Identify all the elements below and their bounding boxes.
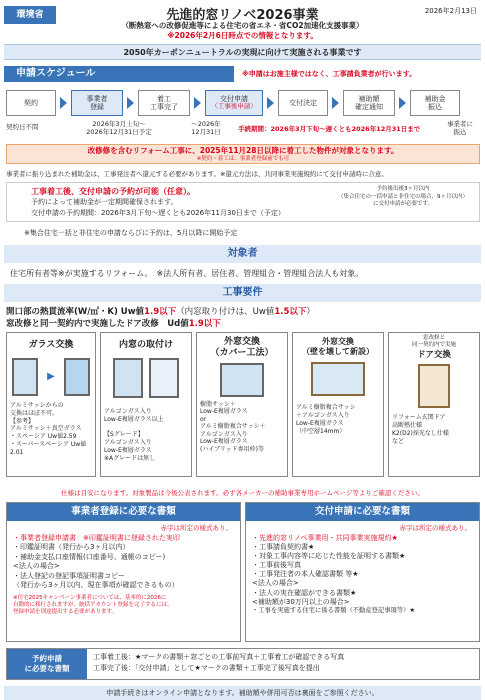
step-construction: 着工 工事完了 [138, 90, 190, 116]
target-text: 住宅所有者等※が実施するリフォーム。 ※法人所有者、居住者、管理組合・管理組合法人も対象。 [10, 269, 364, 278]
info-date-note: ※2026年2月6日時点での情報となります。 [167, 31, 318, 40]
registration-date-note: 2026年3月上旬～ 2026年12月31日予定 [86, 120, 152, 137]
step-confirmation: 補助額 確定通知 [343, 90, 395, 116]
requirements-heading: 工事要件 [4, 284, 481, 302]
schedule-flow [6, 88, 480, 118]
arrow-icon [399, 97, 406, 109]
application-docs-heading: 交付申請に必要な書類 [246, 503, 479, 521]
reservation-side-note: 予約後出後3ヶ月以内 （集合住宅の一括申請と非住宅の場合、9ヶ月以内） に交付申請が必要です。 [337, 186, 468, 208]
arrow-icon [332, 97, 339, 109]
application-docs-box: 交付申請に必要な書類 赤字は所定の様式あり。 ・先進的窓リノベ事業用・共同事業実施規約★ ・工事請負契約書★ ・対象工事内容等に応じた性能を証明する書類★ ・工事前後写真 ・工事発注者の本人確認書類 等★ <法人の場合> ・法人の実在確認ができる書類★ <補助額が30万円以上の場合> ・工事を実施する住宅に係る書類（不動産登記事項等）★ [245, 502, 480, 642]
reservation-docs-line-1: 工事着工後：★マークの書類＋窓ごとの工事前写真＋工事着工が確認できる写真 [93, 653, 345, 661]
target-heading: 対象者 [4, 245, 481, 263]
card-inner-window: 内窓の取付け アルゴンガス入り Low-E複層ガラス以上 【Sグレード】 アルゴンガス入り Low-E複層ガラス ※Aグレードは無し [100, 332, 192, 477]
arrow-icon [194, 97, 201, 109]
footer-note: 申請手続きはオンライン申請となります。補助額や併用可否は裏面をご参照ください。 [4, 686, 481, 700]
registration-docs-heading: 事業者登録に必要な書類 [7, 503, 240, 521]
cover-window-illustration [197, 363, 287, 397]
construction-date-note: ～2026年 12月31日 [191, 120, 221, 137]
window-icon [64, 358, 90, 396]
new-window-illustration [293, 362, 383, 396]
inner-window-illustration [101, 358, 191, 398]
step-application: 交付申請 （工事後申請） [205, 90, 263, 116]
window-icon [149, 358, 179, 398]
step-contract: 契約 [6, 90, 56, 116]
schedule-section [4, 66, 481, 82]
reservation-docs-line-2: 工事完了後：「交付申請」として★マークの書類＋工事完了後写真を提出 [93, 664, 320, 673]
schedule-heading: 申請スケジュール [4, 66, 234, 82]
registration-docs-list: ・事業者登録申請書 ※印鑑証明書に登録された実印 ・印鑑証明書（発行から3ヶ月以内） ・補助金支払口座情報(口座番号、通帳のコピー) <法人の場合> ・法人登記の登記事項証明書コピー （発行から3ヶ月以内、現在事項が確認できるもの） [13, 534, 180, 590]
reservation-docs-label: 予約申請 に必要な書類 [7, 649, 87, 679]
window-icon [12, 358, 38, 396]
agency-badge: 環境省 [4, 6, 56, 24]
application-period: 手続期間：2026年3月下旬～遅くとも2026年12月31日まで [238, 125, 421, 133]
requirement-line-2: 窓改修と同一契約内で実施したドア改修 Ud値1.9以下 [6, 319, 221, 329]
multi-unit-note: ※集合住宅一括と非住宅の申請ならびに予約は、5月以降に開始予定 [24, 229, 238, 237]
registration-docs-box: 事業者登録に必要な書類 赤字は所定の様式あり。 ・事業者登録申請書 ※印鑑証明書に登録された実印 ・印鑑証明書（発行から3ヶ月以内） ・補助金支払口座情報(口座番号、通帳のコピー) <法人の場合> ・法人登記の登記事項証明書コピー （発行から3ヶ月以内、現在事項が確認できるもの） ※住宅2025キャンペーン事業者については、基本的に2026に 自動的に移行されますが、統括アカウント登録を完了するには、 登録申請を別途提出する必要があります。 [6, 502, 241, 642]
requirement-line-1: 開口部の熱貫流率(W/㎡・K) Uw値1.9以下（内窓取り付けは、Uw値1.5以下） [6, 307, 315, 317]
reservation-docs [6, 648, 480, 680]
contract-date-note: 契約日不問 [6, 123, 39, 131]
card-new-window: 外窓交換 （壁を壊して新設） アルミ樹脂複合サッシ ＋アルゴンガス入り Low-E複層ガラス （中空層14mm） [292, 332, 384, 477]
card-glass-replacement: ガラス交換 ▶ アルミサッシからの 交換はほぼ不可。 【参考】 アルミサッシ＋真空ガラス ・スペーシア Uw値2.59 ・スーパースペーシア Uw値2.01 [6, 332, 96, 477]
reservation-box: 工事着工後、交付申請の予約が可能（任意）。 予約によって補助金が一定期間確保されます。 交付申請の予約期間：2026年3月下旬～遅くとも2026年11月30日まで（予定） 予約後出後3ヶ月以内 （集合住宅の一括申請と非住宅の場合、9ヶ月以内） に交付申請が必要です。 [6, 182, 480, 222]
glass-illustration [7, 358, 95, 396]
refund-note: 事業者に振り込まれた補助金は、工事発注者へ還元する必要があります。※還元方法は、共同事業実施規約にて交付申請時に合意。 [6, 170, 388, 178]
payment-note: 事業者に 振込 [447, 120, 473, 137]
cards-note: 仕様は目安になります。対象製品は今後公表されます。必ず各メーカーの補助事業専用ホームページ等よりご確認ください。 [61, 489, 424, 497]
arrow-icon [267, 97, 274, 109]
step-registration: 事業者 登録 [71, 90, 123, 116]
step-payment: 補助金 振込 [410, 90, 460, 116]
arrow-icon [127, 97, 134, 109]
registration-note: ※住宅2025キャンペーン事業者については、基本的に2026に 自動的に移行されますが、統括アカウント登録を完了するには、 登録申請を別途提出する必要があります。 [13, 594, 173, 616]
application-docs-list: ・先進的窓リノベ事業用・共同事業実施規約★ ・工事請負契約書★ ・対象工事内容等に応じた性能を証明する書類★ ・工事前後写真 ・工事発注者の本人確認書類 等★ <法人の場合> ・法人の実在確認ができる書類★ <補助額が30万円以上の場合> ・工事を実施する住宅に係る書類（不動産登記事項等）★ [252, 534, 416, 614]
window-icon [311, 362, 365, 396]
schedule-note: ※申請はお施主様ではなく、工事請負業者が行います。 [242, 70, 417, 78]
page-title: 先進的窓リノベ2026事業 [166, 8, 319, 23]
arrow-icon [60, 97, 67, 109]
step-decision: 交付決定 [278, 90, 328, 116]
card-door-replacement: 窓改修と 同一契約内で実施 ドア交換 リフォーム玄関ドア 高断熱仕様 K2(D2)採光なし仕様 など [388, 332, 480, 477]
door-icon [418, 364, 450, 408]
window-icon [220, 363, 264, 397]
door-illustration [389, 364, 479, 408]
arrow-right-icon: ▶ [47, 371, 55, 382]
card-cover-method: 外窓交換 （カバー工法） 樹脂サッシ＋ Low-E複層ガラス or アルミ樹脂複合サッシ＋ アルゴンガス入り Low-E複層ガラス (ハイブリッド専用枠)等 [196, 332, 288, 477]
warning-bar: 改修修を含むリフォーム工事に、2025年11月28日以降に着工した物件が対象となります。 ※契約・着工は、事業者登録前でも可 [6, 144, 480, 164]
page-subtitle: （断熱窓への改修促進等による住宅の省エネ・省CO2加速化支援事業） [121, 21, 364, 30]
carbon-neutral-banner: 2050年カーボンニュートラルの実現に向けて実施される事業です [4, 44, 481, 60]
issue-date: 2026年2月13日 [424, 7, 477, 15]
window-icon [113, 358, 143, 398]
